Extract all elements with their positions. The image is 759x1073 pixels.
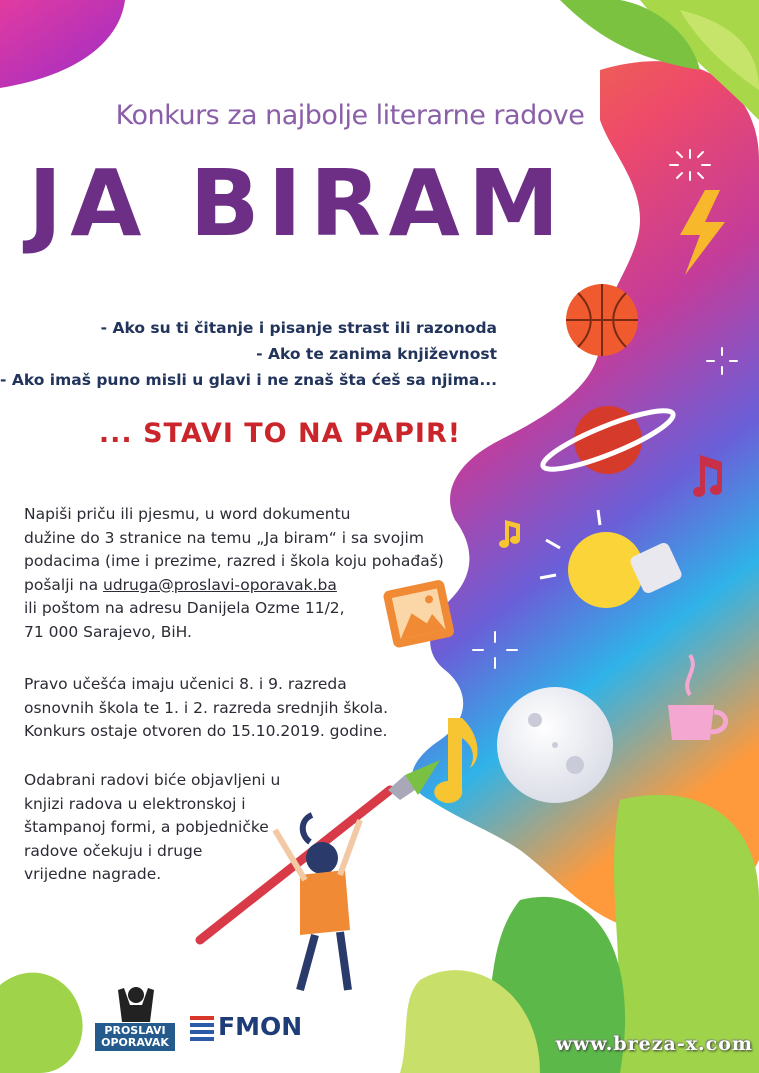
email-link[interactable]: udruga@proslavi-oporavak.ba (103, 575, 337, 594)
slogan: ... STAVI TO NA PAPIR! (98, 418, 462, 449)
body-line: vrijedne nagrade. (24, 865, 162, 883)
logo-line: OPORAVAK (101, 1036, 169, 1049)
instructions-paragraph (24, 503, 474, 644)
body-line (24, 574, 474, 598)
body-line: podacima (ime i prezime, razred i škola koju pohađaš) (24, 552, 444, 570)
body-line: Konkurs ostaje otvoren do 15.10.2019. godine. (24, 722, 388, 740)
leaf-decoration (0, 973, 83, 1073)
proslavi-oporavak-logo (95, 985, 177, 1057)
site-watermark: www.breza-x.com (555, 1033, 753, 1055)
body-line: Odabrani radovi biće objavljeni u (24, 771, 281, 789)
poster-title: JA BIRAM (28, 150, 568, 257)
body-line: 71 000 Sarajevo, BiH. (24, 622, 192, 641)
bullet-list (0, 315, 497, 393)
corner-blob (0, 0, 125, 88)
contest-subtitle: Konkurs za najbolje literarne radove (115, 100, 585, 131)
logo-text-box (95, 1023, 175, 1051)
bullet-item: - Ako su ti čitanje i pisanje strast ili razonoda (100, 319, 497, 337)
body-line: dužine do 3 stranice na temu „Ja biram“ i sa svojim (24, 528, 424, 547)
body-line: Napiši priču ili pjesmu, u word dokumentu (24, 505, 351, 523)
moon-icon (497, 687, 613, 803)
body-line: štampanoj formi, a pobjedničke (24, 818, 269, 836)
bullet-item: - Ako te zanima književnost (256, 345, 497, 363)
fmon-logo (190, 1012, 310, 1052)
basketball-icon (566, 284, 638, 356)
body-line: radove očekuju i druge (24, 841, 203, 860)
body-line: osnovnih škola te 1. i 2. razreda srednjih škola. (24, 698, 389, 717)
body-line: ili poštom na adresu Danijela Ozme 11/2, (24, 599, 345, 617)
body-line: Pravo učešća imaju učenici 8. i 9. razreda (24, 675, 347, 693)
fmon-wordmark: FMON (218, 1012, 303, 1041)
bullet-item: - Ako imaš puno misli u glavi i ne znaš šta ćeš sa njima... (0, 371, 497, 389)
send-prefix: pošalji na (24, 575, 103, 594)
awards-paragraph (24, 769, 474, 887)
logo-line: PROSLAVI (104, 1024, 166, 1037)
eligibility-paragraph (24, 673, 474, 744)
body-line: knjizi radova u elektronskoj i (24, 794, 246, 813)
